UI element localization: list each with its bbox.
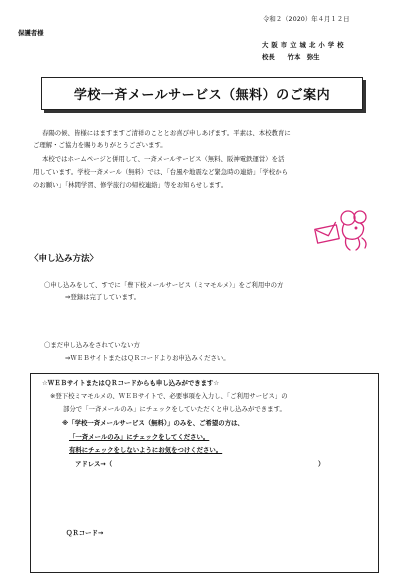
intro-line-1: 春陽の候、皆様にはますますご清祥のこととお喜び申しあげます。平素は、本校教育に [42,129,291,137]
intro-line-3-text: 本校ではホームページと併用して、一斉メールサービス（無料、阪神電鉄運営）を活 [42,155,285,163]
apply-case-2-sub: ⇒ＷＥＢサイトまたはＱＲコードよりお申込みください。 [65,354,230,362]
apply-case-1-sub: ⇒登録は完了しています。 [65,293,141,301]
school-name: 大阪市立城北小学校 [262,41,347,49]
intro-line-5: のお願い」「林間学習、修学旅行の帰校連絡」等をお知らせします。 [33,181,228,189]
address-label: アドレス→（ [75,460,113,468]
apply-heading: 〈申し込み方法〉 [30,254,99,264]
web-qr-info-box [30,373,379,573]
apply-case-1: 〇申し込みをして、すでに「豊下校メールサービス（ミマモルメ）」をご利用中の方 [44,281,284,289]
qr-code-label: ＱＲコード→ [66,529,104,537]
intro-line-3 [42,154,284,165]
mascot-mouse-envelope-icon [310,208,370,253]
box-title: ☆ＷＥＢサイトまたはＱＲコードからも申し込みができます☆ [42,379,220,387]
recipient: 保護者様 [18,29,44,37]
date: 令和２（2020）年４月１２日 [263,15,350,23]
box-line-4: 「一斉メールのみ」にチェックをしてください。 [69,433,210,441]
apply-case-2: 〇まだ申し込みをされていない方 [44,341,140,349]
page-title-box [41,77,363,110]
box-line-5: 有料にチェックをしないようにお気をつけください。 [69,446,223,454]
intro-line-4: 用しています。学校一斉メール（無料）では、「台風や地震など緊急時の連絡」「学校から [33,168,288,176]
box-line-3: ※「学校一斉メールサービス（無料）」のみを、ご希望の方は、 [62,419,244,427]
box-line-1: ※登下校ミマモルメの、ＷＥＢサイトで、必要事項を入力し、「ご利用サービス」の [50,392,288,400]
box-line-2: 部分で「一斉メールのみ」にチェックをしていただくと申し込みができます。 [63,405,286,413]
page-title: 学校一斉メールサービス（無料）のご案内 [73,88,331,103]
principal-name: 校長 竹本 弥生 [262,53,320,61]
intro-line-2: ご理解・ご協力を賜りありがとうございます。 [33,141,167,149]
address-close-paren: ） [318,460,325,468]
